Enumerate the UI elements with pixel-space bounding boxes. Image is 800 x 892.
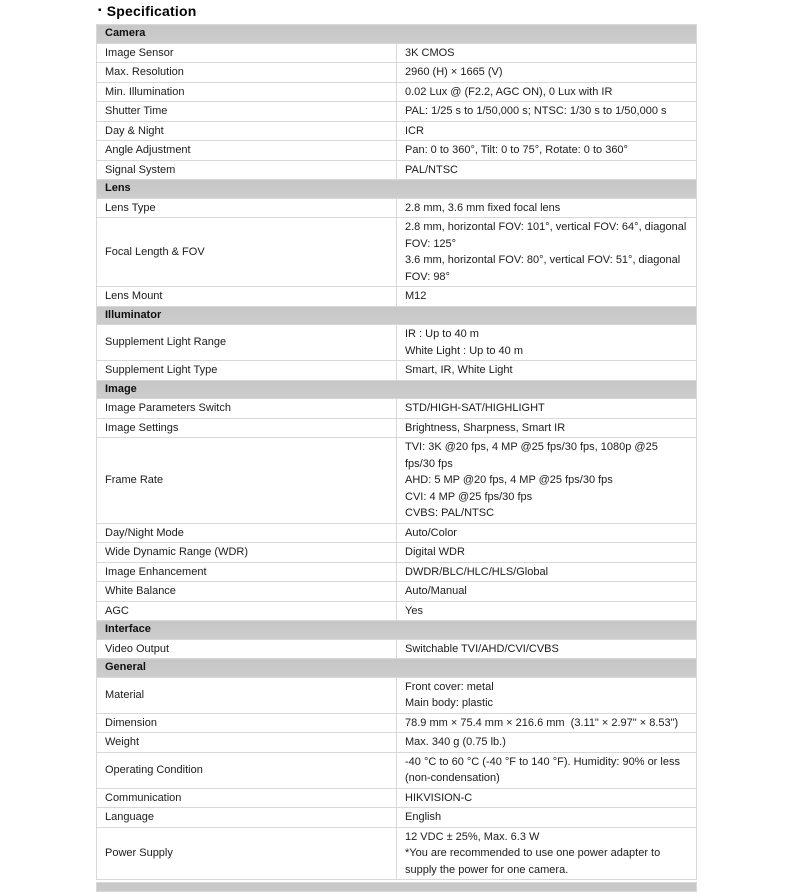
section-header-row — [97, 25, 697, 44]
spec-value-cell — [397, 287, 697, 307]
section-header: Image — [97, 380, 697, 399]
spec-value-line: White Light : Up to 40 m — [405, 344, 523, 357]
spec-value-line: Digital WDR — [405, 546, 465, 558]
spec-label-cell: White Balance — [97, 582, 397, 602]
spec-label-cell: Video Output — [97, 639, 397, 659]
spec-value-line: Pan: 0 to 360°, Tilt: 0 to 75°, Rotate: 0 to 360° — [405, 144, 628, 156]
spec-value-line: 2960 (H) × 1665 (V) — [405, 66, 503, 78]
section-header-row — [97, 180, 697, 199]
spec-value-cell — [397, 543, 697, 563]
spec-row — [97, 325, 697, 361]
section-header-row — [97, 306, 697, 325]
spec-value-cell — [397, 677, 697, 713]
spec-row — [97, 160, 697, 180]
spec-row — [97, 827, 697, 880]
page-title — [98, 3, 700, 19]
spec-row — [97, 601, 697, 621]
spec-value-line: AHD: 5 MP @20 fps, 4 MP @25 fps/30 fps — [405, 474, 613, 486]
spec-row — [97, 438, 697, 524]
spec-label-cell: AGC — [97, 601, 397, 621]
spec-label-cell: Material — [97, 677, 397, 713]
spec-value-line: STD/HIGH-SAT/HIGHLIGHT — [405, 402, 545, 414]
spec-row — [97, 713, 697, 733]
spec-value-cell — [397, 733, 697, 753]
spec-label-cell: Lens Mount — [97, 287, 397, 307]
spec-value-line: Front cover: metal — [405, 680, 494, 693]
spec-value-cell — [397, 808, 697, 828]
spec-row — [97, 733, 697, 753]
section-header-row — [97, 621, 697, 640]
spec-label-cell: Wide Dynamic Range (WDR) — [97, 543, 397, 563]
spec-value-line: 3.6 mm, horizontal FOV: 80°, vertical FOV: 51°, diagonal FOV: 98° — [405, 254, 684, 283]
spec-row — [97, 788, 697, 808]
spec-value-line: Auto/Manual — [405, 585, 467, 597]
spec-value-cell — [397, 43, 697, 63]
spec-value-line: 2.8 mm, horizontal FOV: 101°, vertical FOV: 64°, diagonal FOV: 125° — [405, 221, 690, 250]
spec-row — [97, 198, 697, 218]
spec-value-cell — [397, 141, 697, 161]
spec-row — [97, 639, 697, 659]
spec-value-cell — [397, 102, 697, 122]
spec-row — [97, 102, 697, 122]
spec-row — [97, 43, 697, 63]
spec-label-cell: Power Supply — [97, 827, 397, 880]
spec-value-line: PAL: 1/25 s to 1/50,000 s; NTSC: 1/30 s to 1/50,000 s — [405, 105, 667, 117]
spec-value-cell — [397, 121, 697, 141]
spec-label-cell: Supplement Light Range — [97, 325, 397, 361]
spec-value-line: Switchable TVI/AHD/CVI/CVBS — [405, 642, 559, 655]
spec-value-line: Brightness, Sharpness, Smart IR — [405, 421, 566, 434]
spec-row — [97, 121, 697, 141]
spec-value-cell — [397, 582, 697, 602]
spec-value-cell — [397, 523, 697, 543]
spec-value-line: HIKVISION-C — [405, 791, 473, 804]
spec-value-line: 78.9 mm × 75.4 mm × 216.6 mm (3.11" × 2.97" × 8.53") — [405, 716, 679, 729]
spec-label-cell: Lens Type — [97, 198, 397, 218]
spec-value-cell — [397, 601, 697, 621]
spec-row — [97, 399, 697, 419]
spec-row — [97, 82, 697, 102]
spec-value-line: English — [405, 811, 442, 823]
spec-value-cell — [397, 325, 697, 361]
spec-value-cell — [397, 399, 697, 419]
spec-row — [97, 543, 697, 563]
spec-value-line: Main body: plastic — [405, 697, 494, 709]
spec-value-cell — [397, 713, 697, 733]
spec-label-cell: Frame Rate — [97, 438, 397, 524]
spec-value-cell — [397, 752, 697, 788]
spec-value-line: ICR — [405, 124, 424, 137]
spec-value-cell — [397, 361, 697, 381]
spec-label-cell: Image Settings — [97, 418, 397, 438]
spec-row — [97, 63, 697, 83]
spec-value-cell — [397, 418, 697, 438]
spec-value-line: 2.8 mm, 3.6 mm fixed focal lens — [405, 201, 561, 214]
spec-label-cell: Day/Night Mode — [97, 523, 397, 543]
spec-value-line: CVI: 4 MP @25 fps/30 fps — [405, 490, 533, 503]
spec-row — [97, 218, 697, 287]
spec-value-cell — [397, 160, 697, 180]
spec-row — [97, 141, 697, 161]
spec-row — [97, 808, 697, 828]
spec-label-cell: Max. Resolution — [97, 63, 397, 83]
spec-value-line: M12 — [405, 290, 427, 302]
spec-label-cell: Communication — [97, 788, 397, 808]
spec-row — [97, 361, 697, 381]
spec-value-cell — [397, 562, 697, 582]
spec-value-cell — [397, 827, 697, 880]
section-header: Interface — [97, 621, 697, 640]
spec-label-cell: Signal System — [97, 160, 397, 180]
spec-value-line: 3K CMOS — [405, 46, 455, 59]
spec-label-cell: Day & Night — [97, 121, 397, 141]
spec-document-page — [96, 3, 700, 892]
spec-row — [97, 677, 697, 713]
spec-row — [97, 287, 697, 307]
spec-value-line: Auto/Color — [405, 526, 457, 539]
spec-value-line: 12 VDC ± 25%, Max. 6.3 W — [405, 830, 540, 843]
spec-label-cell: Weight — [97, 733, 397, 753]
spec-value-cell — [397, 198, 697, 218]
section-header: General — [97, 659, 697, 678]
spec-value-line: CVBS: PAL/NTSC — [405, 507, 495, 519]
spec-value-line: Yes — [405, 604, 423, 617]
spec-value-line: Smart, IR, White Light — [405, 364, 513, 376]
spec-value-cell — [397, 218, 697, 287]
spec-label-cell: Dimension — [97, 713, 397, 733]
spec-value-cell — [397, 438, 697, 524]
section-header: Camera — [97, 25, 697, 44]
section-header: Illuminator — [97, 306, 697, 325]
spec-value-cell — [397, 63, 697, 83]
section-header-row — [97, 380, 697, 399]
spec-label-cell: Shutter Time — [97, 102, 397, 122]
spec-value-line: Max. 340 g (0.75 lb.) — [405, 736, 506, 748]
spec-label-cell: Image Parameters Switch — [97, 399, 397, 419]
truncated-next-section-bar — [96, 882, 697, 892]
spec-value-cell — [397, 639, 697, 659]
spec-value-line: TVI: 3K @20 fps, 4 MP @25 fps/30 fps, 1080p @25 fps/30 fps — [405, 441, 661, 470]
spec-value-line: -40 °C to 60 °C (-40 °F to 140 °F). Humidity: 90% or less (non-condensation) — [405, 755, 684, 784]
spec-row — [97, 752, 697, 788]
section-header: Lens — [97, 180, 697, 199]
spec-label-cell: Image Sensor — [97, 43, 397, 63]
spec-label-cell: Focal Length & FOV — [97, 218, 397, 287]
spec-value-cell — [397, 788, 697, 808]
spec-label-cell: Min. Illumination — [97, 82, 397, 102]
spec-value-cell — [397, 82, 697, 102]
spec-row — [97, 418, 697, 438]
spec-label-cell: Language — [97, 808, 397, 828]
spec-row — [97, 582, 697, 602]
section-header-row — [97, 659, 697, 678]
spec-value-line: IR : Up to 40 m — [405, 328, 479, 340]
spec-label-cell: Operating Condition — [97, 752, 397, 788]
page-title-text: Specification — [106, 3, 197, 19]
spec-value-line: PAL/NTSC — [405, 163, 458, 176]
spec-value-line: 0.02 Lux @ (F2.2, AGC ON), 0 Lux with IR — [405, 85, 613, 98]
square-bullet-icon: ▪ — [98, 4, 102, 16]
spec-label-cell: Supplement Light Type — [97, 361, 397, 381]
spec-value-line: *You are recommended to use one power adapter to supply the power for one camera. — [405, 847, 664, 876]
spec-value-line: DWDR/BLC/HLC/HLS/Global — [405, 565, 549, 578]
spec-label-cell: Image Enhancement — [97, 562, 397, 582]
specification-table — [96, 24, 697, 880]
spec-label-cell: Angle Adjustment — [97, 141, 397, 161]
spec-row — [97, 523, 697, 543]
spec-row — [97, 562, 697, 582]
